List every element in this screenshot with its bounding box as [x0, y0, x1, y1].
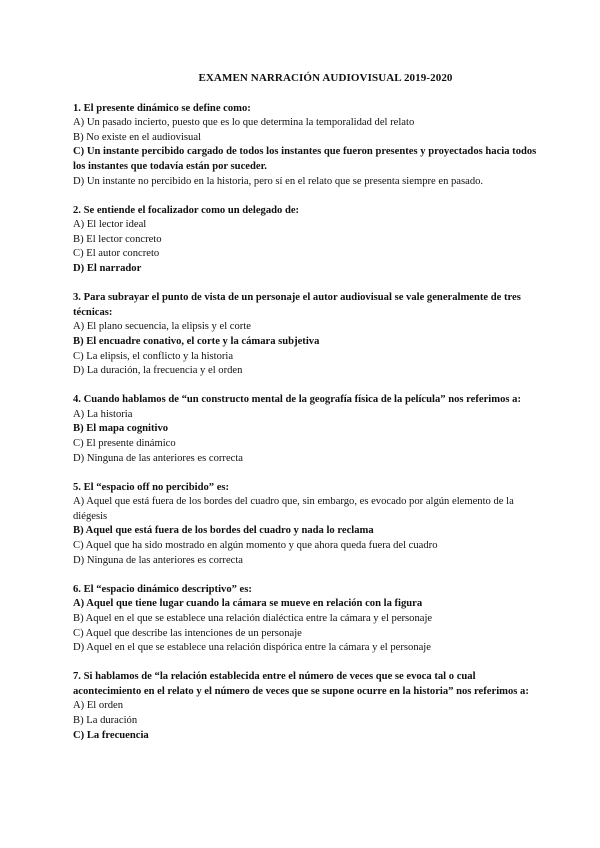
answer-option: B) La duración [73, 714, 138, 726]
answer-option-correct: C) Un instante percibido cargado de todos los instantes que fueron presentes y proyectados hacia todos los instantes que todavía están por suceder. [73, 146, 537, 172]
answer-option-correct: B) El encuadre conativo, el corte y la cámara subjetiva [73, 335, 320, 347]
answer-option: D) Un instante no percibido en la historia, pero sí en el relato que se presenta siempre en pasado. [73, 175, 484, 187]
answer-option-correct: B) Aquel que está fuera de los bordes del cuadro y nada lo reclama [73, 525, 374, 537]
answer-option-correct: A) Aquel que tiene lugar cuando la cámara se mueve en relación con la figura [73, 598, 423, 610]
question-text: 5. El “espacio off no percibido” es: [73, 481, 230, 493]
answer-option: B) Aquel en el que se establece una relación dialéctica entre la cámara y el personaje [73, 612, 433, 624]
answer-option: A) La historia [73, 408, 133, 420]
question-5 [73, 481, 540, 569]
answer-option: C) El presente dinámico [73, 437, 176, 449]
question-6 [73, 583, 540, 656]
answer-option: A) El orden [73, 700, 124, 712]
answer-option-correct: D) El narrador [73, 263, 142, 275]
answer-option: C) Aquel que describe las intenciones de un personaje [73, 627, 302, 639]
question-text: 7. Si hablamos de “la relación establecida entre el número de veces que se evoca tal o cual acontecimiento en el relato y el número de veces que se supone ocurre en la historia” nos referimos a: [73, 671, 529, 697]
question-text: 6. El “espacio dinámico descriptivo” es: [73, 583, 252, 595]
question-text: 2. Se entiende el focalizador como un delegado de: [73, 204, 300, 216]
question-2 [73, 204, 540, 277]
question-text: 1. El presente dinámico se define como: [73, 102, 251, 114]
answer-option: A) El plano secuencia, la elipsis y el corte [73, 321, 251, 333]
answer-option: C) Aquel que ha sido mostrado en algún momento y que ahora queda fuera del cuadro [73, 540, 438, 552]
answer-option: D) La duración, la frecuencia y el orden [73, 365, 243, 377]
answer-option: D) Ninguna de las anteriores es correcta [73, 452, 244, 464]
answer-option: D) Ninguna de las anteriores es correcta [73, 554, 244, 566]
answer-option-correct: B) El mapa cognitivo [73, 423, 169, 435]
page-title: EXAMEN NARRACIÓN AUDIOVISUAL 2019-2020 [198, 72, 453, 84]
question-4 [73, 393, 540, 466]
answer-option: A) El lector ideal [73, 219, 147, 231]
answer-option: B) No existe en el audiovisual [73, 131, 201, 143]
question-7 [73, 670, 540, 743]
question-list [73, 102, 540, 744]
answer-option: A) Aquel que está fuera de los bordes del cuadro que, sin embargo, es evocado por algún elemento de la diégesis [73, 496, 514, 522]
question-text: 3. Para subrayar el punto de vista de un personaje el autor audiovisual se vale generalmente de tres técnicas: [73, 292, 521, 318]
answer-option: A) Un pasado incierto, puesto que es lo que determina la temporalidad del relato [73, 117, 415, 129]
answer-option: C) El autor concreto [73, 248, 160, 260]
question-text: 4. Cuando hablamos de “un constructo mental de la geografía física de la película” nos referimos a: [73, 394, 521, 406]
question-1 [73, 102, 540, 190]
answer-option: C) La elipsis, el conflicto y la historia [73, 350, 234, 362]
answer-option: B) El lector concreto [73, 233, 162, 245]
answer-option: D) Aquel en el que se establece una relación dispórica entre la cámara y el personaje [73, 642, 431, 654]
question-3 [73, 291, 540, 379]
answer-option-correct: C) La frecuencia [73, 729, 149, 741]
